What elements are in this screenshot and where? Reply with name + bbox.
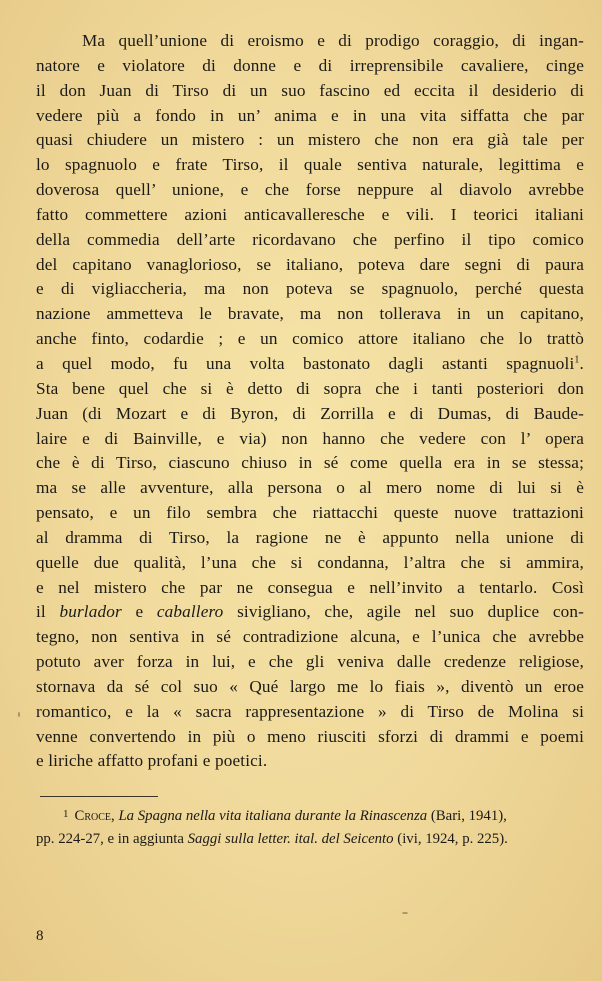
text-line-mixed (36, 600, 584, 625)
text-segment: sivigliano, che, agile nel suo duplice con- (237, 602, 584, 622)
footnote-divider (40, 796, 158, 797)
text-line: quasi chiudere un mistero : un mistero che non era già tale per (36, 130, 584, 150)
footnote-text: (ivi, 1924, p. 225). (397, 831, 508, 847)
main-paragraph (36, 29, 584, 774)
text-segment: il (36, 602, 46, 622)
text-line: tegno, non sentiva in sé contradizione alcuna, e l’unica che avrebbe (36, 627, 584, 647)
footnote-reference: 1 (574, 354, 580, 366)
text-line: romantico, e la « sacra rappresentazione » di Tirso de Molina si (36, 701, 584, 721)
text-line: vedere più a fondo in un’ anima e in una vita siffatta che par (36, 105, 584, 125)
footnote (36, 803, 584, 851)
footnote-line-2 (36, 828, 584, 851)
footnote-author: Croce, (74, 808, 115, 824)
text-line: Sta bene quel che si è detto di sopra che i tanti posteriori don (36, 378, 584, 398)
text-line: al dramma di Tirso, la ragione ne è appunto nella unione di (36, 527, 584, 547)
page-number: 8 (36, 928, 44, 944)
text-line: laire e di Bainville, e via) non hanno che vedere con l’ opera (36, 428, 584, 448)
italic-term-burlador: burlador (59, 602, 122, 622)
footnote-mark: 1 (63, 808, 69, 820)
text-line: Juan (di Mozart e di Byron, di Zorrilla e di Dumas, di Baude- (36, 403, 584, 423)
text-line: stornava da sé col suo « Qué largo me lo fiais », diventò un eroe (36, 676, 584, 696)
footnote-text: pp. 224-27, e in aggiunta (36, 831, 184, 847)
text-line: anche finto, codardie ; e un comico attore italiano che lo trattò (36, 329, 584, 349)
text-line: del capitano vanaglorioso, se italiano, poteva dare segni di paura (36, 254, 584, 274)
text-line-last: e liriche affatto profani e poetici. (36, 751, 268, 771)
text-line: potuto aver forza in lui, e che gli veniva dalle credenze religiose, (36, 652, 584, 672)
text-line: fatto commettere azioni anticavalleresche e vili. I teorici italiani (36, 204, 584, 224)
paper-speck (402, 912, 408, 914)
text-line: che è di Tirso, ciascuno chiuso in sé come quella era in se stessa; (36, 453, 584, 473)
text-line: doverosa quell’ unione, e che forse neppure al diavolo avrebbe (36, 180, 584, 200)
text-line: Ma quell’unione di eroismo e di prodigo coraggio, di ingan- (82, 31, 584, 50)
text-line: nazione ammetteva le bravate, ma non tollerava in un capitano, (36, 304, 584, 324)
text-line: il don Juan di Tirso di un suo fascino ed eccita il desiderio di (36, 80, 584, 100)
text-line: venne convertendo in più o meno riusciti sforzi di drammi e poemi (36, 726, 584, 746)
footnote-title-1: La Spagna nella vita italiana durante la Rinascenza (118, 808, 428, 824)
text-line: natore e violatore di donne e di irreprensibile cavaliere, cinge (36, 55, 584, 75)
footnote-line-1 (36, 803, 584, 828)
footnote-text: (Bari, 1941), (430, 808, 507, 824)
text-segment: e (135, 602, 144, 622)
text-line: quelle due qualità, l’una che si condanna, l’altra che si ammira, (36, 552, 584, 572)
text-line-with-note: a quel modo, fu una volta bastonato dagli astanti spagnuoli$^1$. (36, 353, 584, 373)
italic-term-caballero: caballero (156, 602, 224, 622)
paper-speck (18, 712, 20, 717)
text-line: della commedia dell’arte ricordavano che perfino il tipo comico (36, 229, 584, 249)
text-line: e nel mistero che par ne consegua e nell’invito a tentarlo. Così (36, 577, 584, 597)
text-line: pensato, e un filo sembra che riattacchi queste nuove trattazioni (36, 503, 584, 523)
text-line: e di vigliaccheria, ma non poteva se spagnuolo, perché questa (36, 279, 584, 299)
footnote-title-2: Saggi sulla letter. ital. del Seicento (187, 831, 394, 847)
text-segment: a quel modo, fu una volta bastonato dagli astanti spagnuoli (36, 353, 575, 373)
text-line: ma se alle avventure, alla persona o al mero nome di lui si è (36, 478, 584, 498)
text-line: lo spagnuolo e frate Tirso, il quale sentiva naturale, legittima e (36, 155, 584, 175)
